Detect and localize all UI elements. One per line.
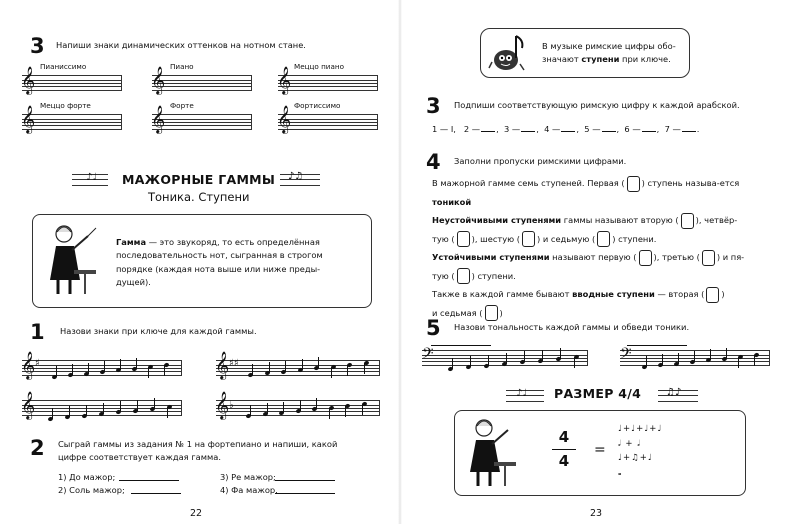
note-stem: [364, 363, 365, 374]
note-stem: [318, 357, 319, 368]
tip-text: В музыке римские цифры обо- значают ступени при ключе.: [542, 41, 676, 65]
note-stem: [250, 405, 251, 416]
label-piano: Пиано: [170, 62, 194, 71]
rhythm-row-3: ♩+♫+♩: [618, 453, 653, 463]
scale-staff-2: [215, 351, 380, 379]
note-stem: [164, 365, 165, 376]
note-stem: [347, 365, 348, 376]
notes-icon: ♪♫: [288, 171, 304, 182]
right-page: [400, 0, 800, 524]
treble-clef-icon: 𝄞: [215, 351, 230, 379]
note-stem: [154, 398, 155, 409]
note-stem: [452, 358, 453, 369]
decor-staff-meter-right: [658, 387, 698, 404]
task1-instruction: Назови знаки при ключе для каждой гаммы.: [60, 326, 257, 336]
treble-clef-icon: 𝄞: [277, 66, 292, 94]
task4-paragraph: В мажорной гамме семь ступеней. Первая ( ) ступень называ-ется тоникой Неустойчивыми ступенями гаммы называют вторую ( ), четвёр- тую ( ), шестую ( ) и седьмую ( ) ступени. Устойчивыми ступенями называют первую ( ), третью ( ) и пя- тую ( ) ступени. Также в каждой гамме бывают вводные ступени — вторая ( ) и седьмая ( ): [432, 174, 782, 322]
task2-number: 2: [30, 436, 45, 460]
sharp-icon: ♯: [35, 358, 40, 369]
note-stem: [362, 404, 363, 415]
note-stem: [285, 361, 286, 372]
section-title: МАЖОРНЫЕ ГАММЫ: [122, 172, 276, 187]
note-stem: [252, 364, 253, 375]
label-fortissimo: Фортиссимо: [294, 101, 341, 110]
decor-staff-right: [280, 171, 320, 188]
scale-staff-4: [215, 391, 380, 419]
page-number-left: 22: [190, 508, 203, 519]
definition-term: Гамма: [116, 237, 147, 247]
note-stem: [136, 358, 137, 369]
treble-clef-icon: 𝄞: [151, 66, 166, 94]
note-stem: [56, 366, 57, 377]
rhythm-row-2: 𝅗𝅥 + 𝅗𝅥: [618, 438, 641, 449]
answer-2-blank[interactable]: [131, 493, 181, 494]
note-stem: [104, 361, 105, 372]
answer-3-blank[interactable]: [275, 480, 335, 481]
flat-icon: ♭: [229, 400, 234, 411]
note-stem: [329, 408, 330, 419]
scale-staff-1: [21, 351, 182, 379]
roman-box-stable-third[interactable]: [702, 250, 715, 266]
page-number-right: 23: [590, 508, 603, 519]
label-forte: Форте: [170, 101, 194, 110]
task3-number: 3: [30, 34, 45, 58]
note-stem: [710, 349, 711, 360]
roman-box-stable-fifth[interactable]: [457, 268, 470, 284]
roman-box-fourth[interactable]: [457, 231, 470, 247]
note-stem: [302, 359, 303, 370]
notes-icon: ♪♩: [516, 388, 528, 399]
r-task4-instruction: Заполни пропуски римскими цифрами.: [454, 156, 627, 166]
rhythm-row-1: ♩+♩+♩+♩: [618, 424, 663, 434]
note-stem: [646, 356, 647, 367]
treble-clef-icon: 𝄞: [151, 105, 166, 133]
notes-icon: ♪♩: [86, 172, 98, 183]
rhythm-row-4: 𝅝: [618, 467, 623, 478]
note-stem: [542, 350, 543, 361]
answer-4: 4) Фа мажор.: [220, 485, 278, 495]
note-stem: [524, 351, 525, 362]
r-task5-instruction: Назови тональность каждой гаммы и обведи тоники.: [454, 322, 690, 332]
note-stem: [269, 362, 270, 373]
r-task3-number: 3: [426, 94, 441, 118]
roman-box-sixth[interactable]: [522, 231, 535, 247]
bass-staff-1: [422, 345, 588, 366]
time-signature: 4 4: [552, 430, 576, 469]
note-stem: [69, 406, 70, 417]
roman-box-seventh[interactable]: [597, 231, 610, 247]
note-stem: [488, 355, 489, 366]
answer-4-blank[interactable]: [275, 493, 335, 494]
label-mezzo-piano: Меццо пиано: [294, 62, 344, 71]
note-stem: [678, 353, 679, 364]
note-stem: [103, 403, 104, 414]
note-stem: [754, 355, 755, 366]
answer-1-blank[interactable]: [119, 480, 179, 481]
bass-clef-icon: 𝄢: [422, 345, 434, 366]
note-stem: [88, 363, 89, 374]
note-stem: [120, 359, 121, 370]
meter-title: РАЗМЕР 4/4: [554, 386, 642, 401]
note-stem: [662, 354, 663, 365]
section-subtitle: Тоника. Ступени: [148, 190, 250, 204]
note-stem: [574, 357, 575, 368]
rhythm-patterns: [618, 422, 694, 480]
note-stem: [345, 406, 346, 417]
r-task3-instruction: Подпиши соответствующую римскую цифру к каждой арабской.: [454, 100, 740, 110]
note-stem: [120, 401, 121, 412]
bass-staff-2: [620, 345, 770, 366]
blank-7[interactable]: [682, 131, 696, 132]
scale-staff-3: [21, 391, 182, 419]
roman-box-leading-seventh[interactable]: [485, 305, 498, 321]
task3-instruction: Напиши знаки динамических оттенков на нотном стане.: [56, 40, 306, 50]
note-stem: [283, 402, 284, 413]
sharp-icon: ♯♯: [229, 358, 239, 369]
note-mascot-icon: [488, 32, 528, 74]
conductor-icon: [464, 416, 520, 488]
treble-clef-icon: 𝄞: [277, 105, 292, 133]
note-stem: [470, 356, 471, 367]
note-stem: [560, 348, 561, 359]
note-stem: [726, 348, 727, 359]
note-stem: [331, 367, 332, 378]
treble-clef-icon: 𝄞: [21, 66, 36, 94]
blank-6[interactable]: [642, 131, 656, 132]
equals-sign: =: [594, 442, 606, 458]
notes-icon: ♫♪: [666, 387, 682, 398]
note-stem: [506, 353, 507, 364]
note-stem: [52, 408, 53, 419]
blank-4[interactable]: [561, 131, 575, 132]
roman-box-stable-first[interactable]: [639, 250, 652, 266]
treble-clef-icon: 𝄞: [215, 391, 230, 419]
task1-number: 1: [30, 320, 45, 344]
treble-clef-icon: 𝄞: [21, 105, 36, 133]
answer-3: 3) Ре мажор;: [220, 472, 276, 482]
blank-3[interactable]: [521, 131, 535, 132]
roman-box-leading-second[interactable]: [706, 287, 719, 303]
blank-5[interactable]: [602, 131, 616, 132]
note-stem: [86, 405, 87, 416]
r-task4-number: 4: [426, 150, 441, 174]
blank-2[interactable]: [481, 131, 495, 132]
tonality-blank-1[interactable]: [431, 345, 491, 346]
roman-box-first[interactable]: [627, 176, 640, 192]
note-stem: [72, 364, 73, 375]
task2-instruction: Сыграй гаммы из задания № 1 на фортепиано и напиши, какой цифре соответствует каждая гамма.: [58, 439, 338, 463]
note-stem: [167, 407, 168, 418]
treble-clef-icon: 𝄞: [21, 391, 36, 419]
roman-box-second[interactable]: [681, 213, 694, 229]
conductor-icon: [44, 222, 102, 298]
bass-clef-icon: 𝄢: [620, 345, 632, 366]
r-task5-number: 5: [426, 316, 441, 340]
roman-row: 1 — I, 2 — , 3 — , 4 — , 5 — , 6 — , 7 — .: [432, 124, 700, 134]
answer-1: 1) До мажор;: [58, 472, 116, 482]
treble-clef-icon: 𝄞: [21, 351, 36, 379]
note-stem: [316, 398, 317, 409]
answer-2: 2) Соль мажор;: [58, 485, 125, 495]
decor-staff-meter-left: [506, 390, 544, 404]
decor-staff-left: [72, 174, 108, 188]
tonality-blank-2[interactable]: [627, 345, 687, 346]
note-stem: [694, 351, 695, 362]
label-mezzo-forte: Меццо форте: [40, 101, 91, 110]
note-stem: [137, 400, 138, 411]
note-stem: [267, 403, 268, 414]
note-stem: [148, 367, 149, 378]
definition-text: Гамма — это звукоряд, то есть определённая последовательность нот, сыгранная в строгом порядке (каждая нота выше или ниже преды- дущей).: [116, 237, 323, 287]
label-pianissimo: Пианиссимо: [40, 62, 87, 71]
note-stem: [300, 400, 301, 411]
note-stem: [738, 357, 739, 368]
